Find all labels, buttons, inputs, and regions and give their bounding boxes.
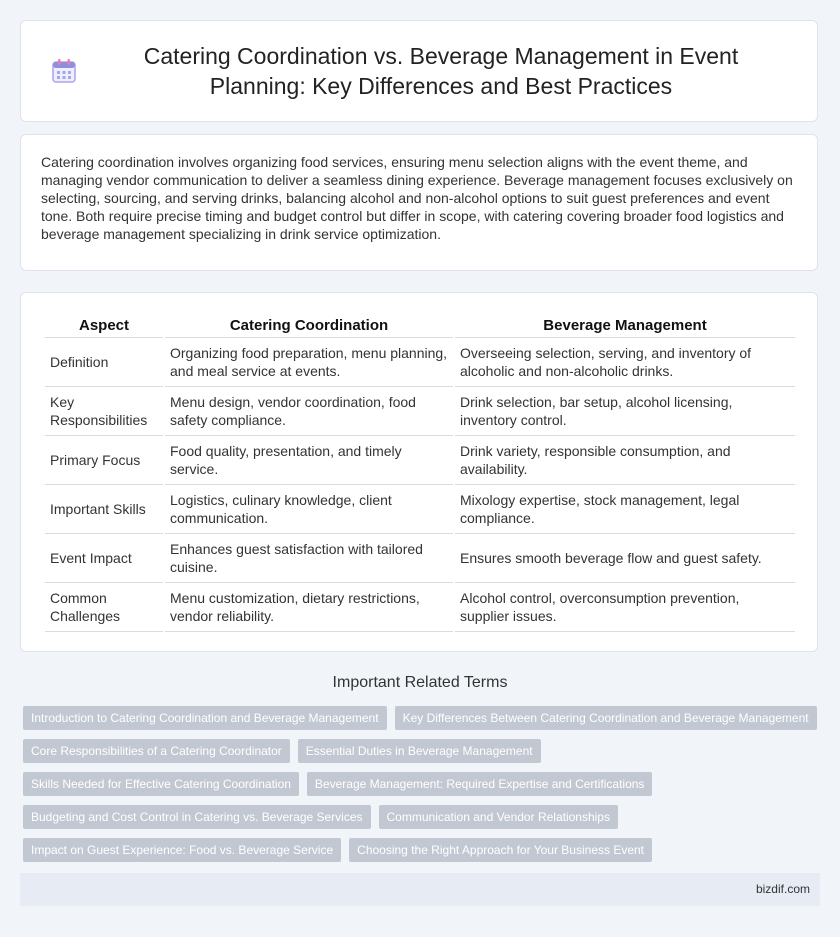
related-terms-title: Important Related Terms [332,674,508,691]
table-row [45,436,795,485]
catering-cell: Logistics, culinary knowledge, client communication. [165,485,453,534]
page-title: Catering Coordination vs. Beverage Management in Event Planning: Key Differences and Best Practices [143,43,739,99]
catering-cell: Menu customization, dietary restrictions, vendor reliability. [165,583,453,632]
related-term-tag[interactable]: Budgeting and Cost Control in Catering vs. Beverage Services [23,805,371,829]
footer-bar [20,873,820,906]
table-row [45,485,795,534]
related-term-tag[interactable]: Core Responsibilities of a Catering Coordinator [23,739,290,763]
related-terms-list [23,706,823,862]
table-row [45,387,795,436]
aspect-cell: Event Impact [45,534,163,583]
related-term-tag[interactable]: Essential Duties in Beverage Management [298,739,541,763]
calendar-icon [51,58,77,84]
comparison-card [20,292,818,652]
table-row [45,583,795,632]
catering-cell: Menu design, vendor coordination, food safety compliance. [165,387,453,436]
related-term-tag[interactable]: Impact on Guest Experience: Food vs. Beverage Service [23,838,341,862]
table-row [45,534,795,583]
related-term-tag[interactable]: Choosing the Right Approach for Your Business Event [349,838,652,862]
aspect-cell: Key Responsibilities [45,387,163,436]
beverage-cell: Ensures smooth beverage flow and guest safety. [455,534,795,583]
footer-site-link[interactable]: bizdif.com [755,882,810,896]
table-header-row [45,313,795,338]
beverage-cell: Mixology expertise, stock management, legal compliance. [455,485,795,534]
aspect-cell: Common Challenges [45,583,163,632]
header-beverage: Beverage Management [455,313,795,338]
aspect-cell: Important Skills [45,485,163,534]
related-term-tag[interactable]: Communication and Vendor Relationships [379,805,618,829]
catering-cell: Enhances guest satisfaction with tailored cuisine. [165,534,453,583]
intro-paragraph: Catering coordination involves organizing food services, ensuring menu selection aligns with the event theme, and managing vendor communication to deliver a seamless dining experience. Beverage management focuses exclusively on selecting, sourcing, and serving drinks, balancing alcohol and non-alcohol options to suit guest preferences and event tone. Both require precise timing and budget control but differ in scope, with catering covering broader food logistics and beverage management specializing in drink service optimization. [41,154,793,242]
related-term-tag[interactable]: Key Differences Between Catering Coordination and Beverage Management [395,706,817,730]
header-aspect: Aspect [45,313,163,338]
comparison-table [43,313,797,632]
catering-cell: Food quality, presentation, and timely service. [165,436,453,485]
aspect-cell: Primary Focus [45,436,163,485]
intro-card [20,134,818,271]
beverage-cell: Alcohol control, overconsumption prevention, supplier issues. [455,583,795,632]
header-catering: Catering Coordination [165,313,453,338]
table-row [45,338,795,387]
beverage-cell: Overseeing selection, serving, and inventory of alcoholic and non-alcoholic drinks. [455,338,795,387]
beverage-cell: Drink variety, responsible consumption, and availability. [455,436,795,485]
related-term-tag[interactable]: Skills Needed for Effective Catering Coordination [23,772,299,796]
aspect-cell: Definition [45,338,163,387]
related-term-tag[interactable]: Introduction to Catering Coordination and Beverage Management [23,706,387,730]
catering-cell: Organizing food preparation, menu planning, and meal service at events. [165,338,453,387]
beverage-cell: Drink selection, bar setup, alcohol licensing, inventory control. [455,387,795,436]
related-term-tag[interactable]: Beverage Management: Required Expertise and Certifications [307,772,653,796]
header-card [20,20,818,122]
